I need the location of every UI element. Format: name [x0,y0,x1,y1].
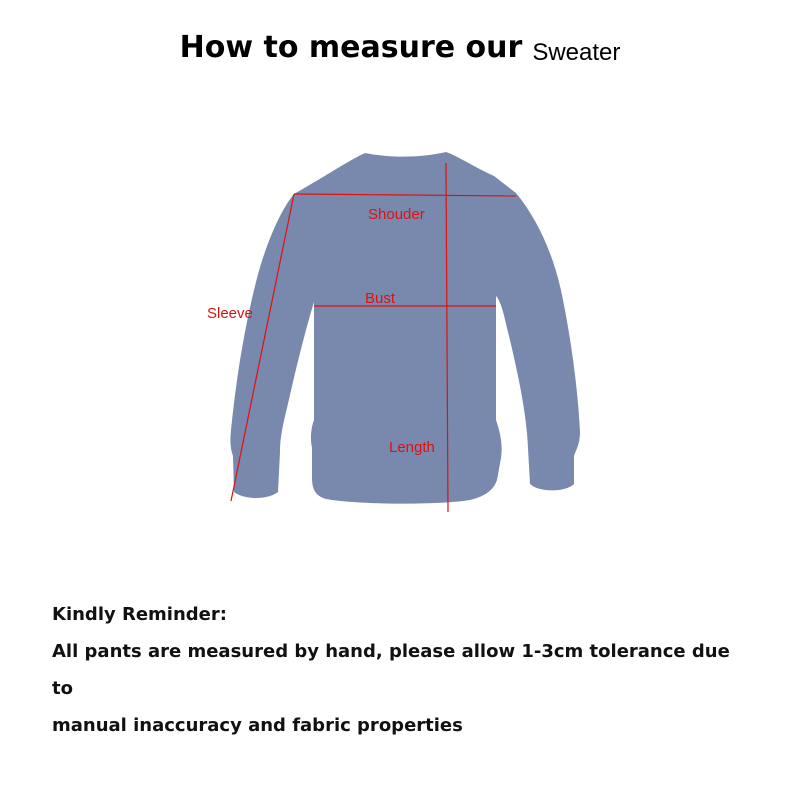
title-garment: Sweater [532,39,621,66]
title-main: How to measure our [179,30,523,65]
sleeve-label: Sleeve [207,305,253,322]
length-label: Length [389,439,435,456]
reminder-line-2: manual inaccuracy and fabric properties [52,715,463,736]
shoulder-label: Shouder [368,206,425,223]
reminder-block [52,596,752,744]
bust-label: Bust [365,290,396,307]
reminder-heading: Kindly Reminder: [52,604,227,625]
reminder-line-1: All pants are measured by hand, please allow 1-3cm tolerance due to [52,641,730,699]
